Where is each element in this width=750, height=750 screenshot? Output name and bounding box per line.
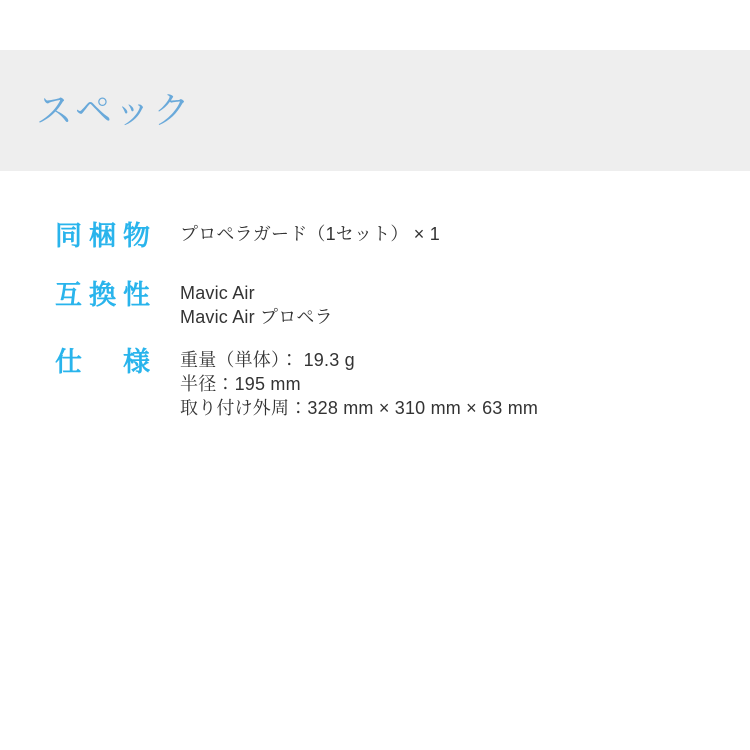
spec-label-compatibility: 互換性 — [55, 280, 150, 310]
spec-value-specifications — [180, 348, 538, 420]
spec-value-line: 取り付け外周：328 mm × 310 mm × 63 mm — [180, 398, 539, 418]
spec-value-included — [180, 222, 440, 246]
spec-value-line: 半径：195 mm — [180, 374, 301, 394]
spec-row-compatibility — [0, 281, 750, 329]
spec-row-included — [0, 222, 750, 250]
spec-value-compatibility — [180, 281, 333, 329]
spec-section — [0, 222, 750, 451]
spec-row-specifications — [0, 348, 750, 420]
spec-value-line: 重量（単体）： 19.3 g — [180, 350, 355, 370]
spec-label-included: 同梱物 — [55, 221, 150, 251]
header-band — [0, 50, 750, 171]
spec-value-line: Mavic Air プロペラ — [180, 307, 333, 327]
spec-value-line: プロペラガード（1セット） × 1 — [180, 224, 440, 244]
spec-label-specifications: 仕様 — [55, 347, 150, 377]
section-title: スペック — [36, 90, 192, 131]
spec-value-line: Mavic Air — [180, 283, 255, 303]
